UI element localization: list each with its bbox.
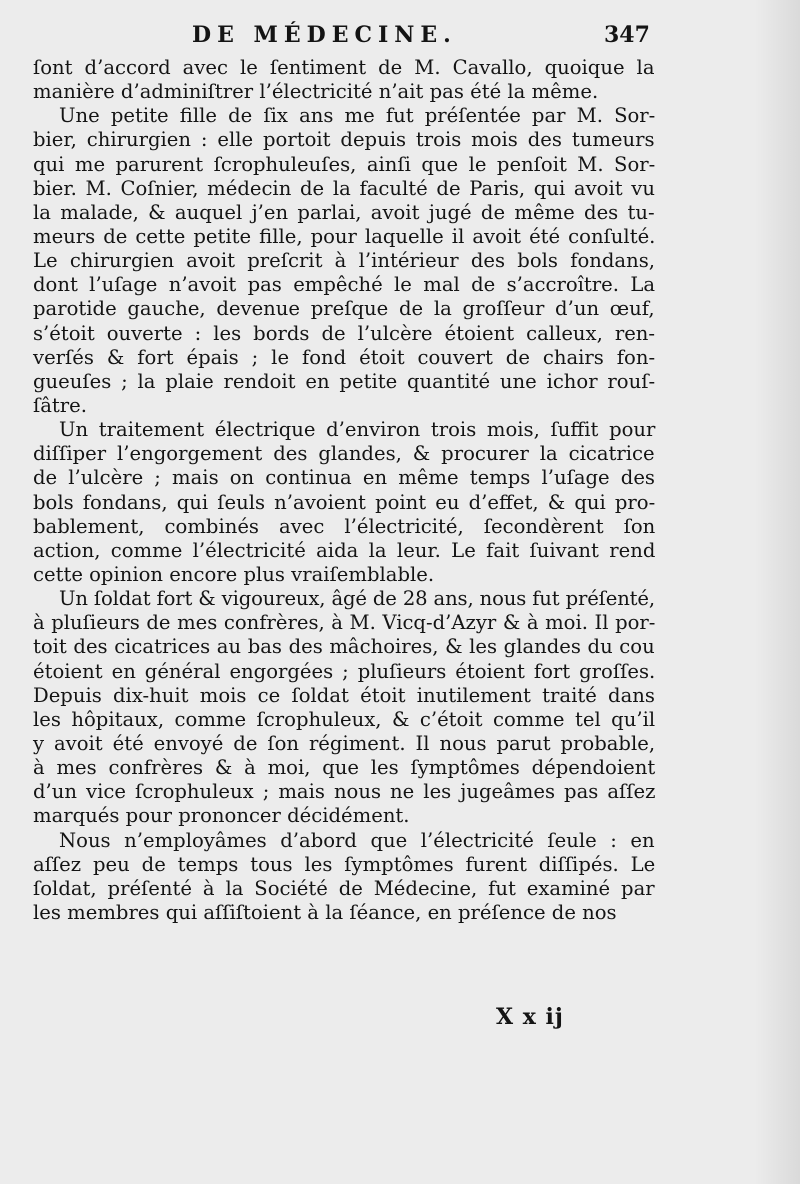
text-line: marqués pour prononcer décidément.	[33, 804, 410, 828]
text-line: s’étoit ouverte : les bords de l’ulcère étoient calleux, ren-	[33, 321, 656, 345]
text-line: cette opinion encore plus vraiſemblable.	[33, 562, 435, 586]
text-line: ſâtre.	[33, 393, 87, 417]
paragraph	[33, 56, 655, 104]
text-line: gueuſes ; la plaie rendoit en petite quantité une ichor rouſ-	[33, 369, 656, 393]
running-head	[0, 22, 800, 52]
text-line: la malade, & auquel j’en parlai, avoit jugé de même des tu-	[33, 200, 655, 224]
text-line: Nous n’employâmes d’abord que l’électricité ſeule : en	[59, 828, 655, 852]
text-line: Un ſoldat fort & vigoureux, âgé de 28 ans, nous fut préſenté,	[59, 587, 655, 611]
page-number: 347	[604, 22, 650, 48]
body-text	[33, 56, 655, 925]
text-line: dont l’uſage n’avoit pas empêché le mal de s’accroître. La	[33, 273, 656, 297]
text-line: parotide gauche, devenue preſque de la groſſeur d’un œuf,	[33, 297, 655, 321]
paragraph	[33, 418, 655, 587]
paragraph	[33, 104, 655, 418]
text-line: à pluſieurs de mes confrères, à M. Vicq-d’Azyr & à moi. Il por-	[33, 611, 656, 635]
text-line: Le chirurgien avoit preſcrit à l’intérieur des bols fondans,	[33, 249, 655, 273]
text-line: diſſiper l’engorgement des glandes, & procurer la cicatrice	[33, 442, 655, 466]
text-line: qui me parurent ſcrophuleuſes, ainſi que le penſoit M. Sor-	[33, 152, 656, 176]
running-head-title: DE MÉDECINE.	[192, 22, 457, 48]
text-line: de l’ulcère ; mais on continua en même temps l’uſage des	[33, 466, 655, 490]
text-line: Une petite fille de ſix ans me fut préſentée par M. Sor-	[59, 104, 656, 128]
text-line: bablement, combinés avec l’électricité, ſecondèrent ſon	[33, 514, 656, 538]
text-line: étoient en général engorgées ; pluſieurs étoient fort groſſes.	[33, 659, 656, 683]
text-line: Depuis dix-huit mois ce ſoldat étoit inutilement traité dans	[33, 683, 655, 707]
text-line: ſoldat, préſenté à la Société de Médecine, fut examiné par	[33, 876, 655, 900]
text-line: action, comme l’électricité aida la leur. Le fait ſuivant rend	[33, 538, 656, 562]
text-line: bier. M. Coſnier, médecin de la faculté de Paris, qui avoit vu	[33, 176, 655, 200]
text-line: les membres qui aſſiſtoient à la ſéance, en préſence de nos	[33, 900, 617, 924]
signature-mark: X x ij	[496, 1004, 564, 1030]
paragraph	[33, 829, 655, 926]
text-line: verſés & fort épais ; le fond étoit couvert de chairs fon-	[33, 345, 656, 369]
text-line: bier, chirurgien : elle portoit depuis trois mois des tumeurs	[33, 128, 655, 152]
text-line: ſont d’accord avec le ſentiment de M. Cavallo, quoique la	[33, 56, 655, 79]
text-line: Un traitement électrique d’environ trois mois, ſuffit pour	[59, 418, 656, 442]
text-line: aſſez peu de temps tous les ſymptômes furent diſſipés. Le	[33, 852, 656, 876]
text-line: manière d’adminiſtrer l’électricité n’ait pas été la même.	[33, 80, 599, 104]
text-line: toit des cicatrices au bas des mâchoires, & les glandes du cou	[33, 635, 655, 659]
page-edge-shadow	[754, 0, 800, 1184]
text-line: d’un vice ſcrophuleux ; mais nous ne les jugeâmes pas aſſez	[33, 780, 656, 804]
text-line: y avoit été envoyé de ſon régiment. Il nous parut probable,	[33, 731, 656, 755]
text-line: meurs de cette petite fille, pour laquelle il avoit été conſulté.	[33, 224, 656, 248]
text-line: bols fondans, qui ſeuls n’avoient point eu d’effet, & qui pro-	[33, 490, 656, 514]
text-line: à mes confrères & à moi, que les ſymptômes dépendoient	[33, 756, 656, 780]
paragraph	[33, 587, 655, 828]
text-line: les hôpitaux, comme ſcrophuleux, & c’étoit comme tel qu’il	[33, 707, 656, 731]
